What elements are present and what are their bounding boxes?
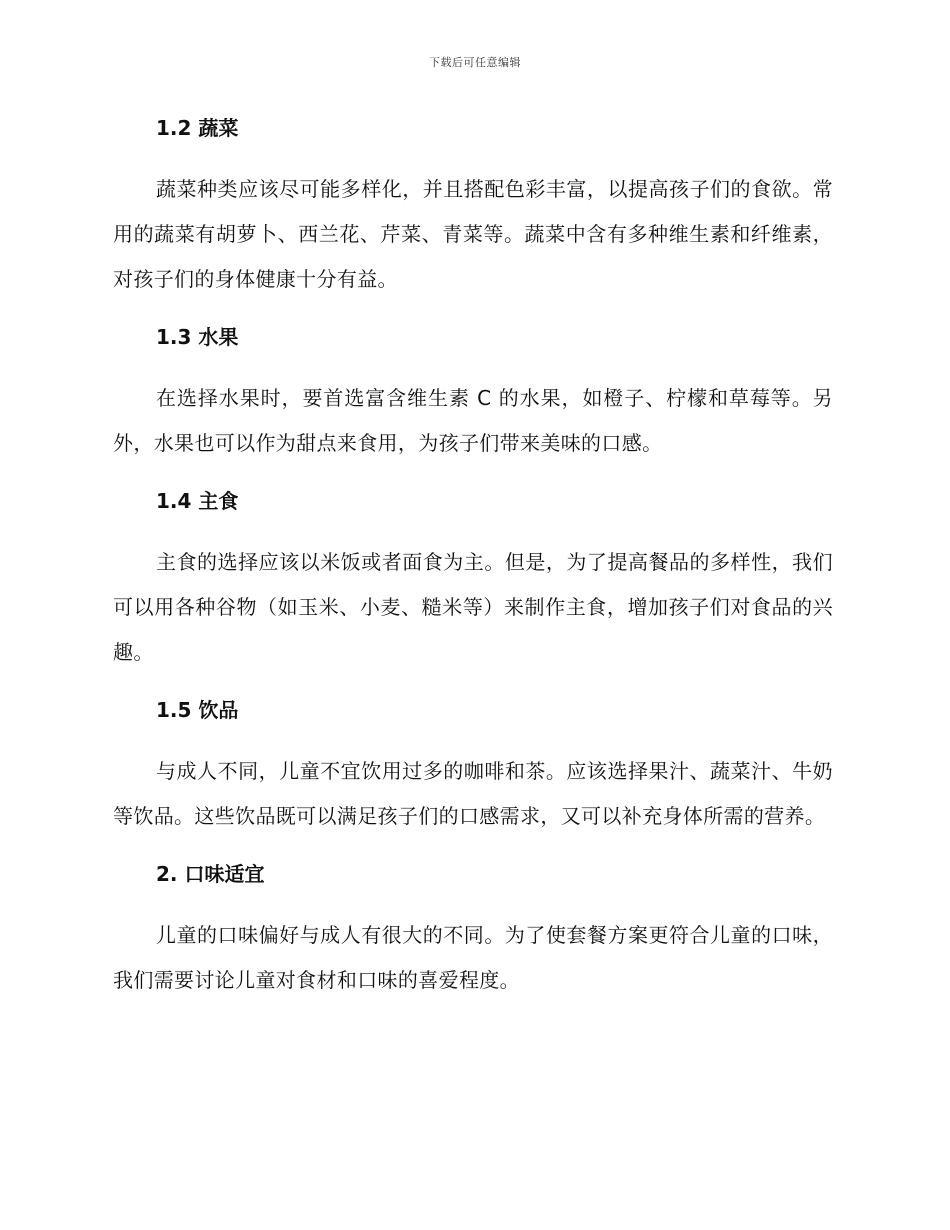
section-paragraph-taste: 儿童的口味偏好与成人有很大的不同。为了使套餐方案更符合儿童的口味，我们需要讨论儿童对食材和口味的喜爱程度。 — [113, 923, 833, 992]
section-paragraph-drinks: 与成人不同，儿童不宜饮用过多的咖啡和茶。应该选择果汁、蔬菜汁、牛奶等饮品。这些饮品既可以满足孩子们的口感需求，又可以补充身体所需的营养。 — [113, 759, 833, 828]
section-paragraph-fruit: 在选择水果时，要首选富含维生素 C 的水果，如橙子、柠檬和草莓等。另外，水果也可以作为甜点来食用，为孩子们带来美味的口感。 — [113, 386, 833, 455]
section-heading-vegetables: 1.2 蔬菜 — [156, 116, 239, 140]
section-heading-drinks: 1.5 饮品 — [156, 698, 239, 722]
section-paragraph-vegetables: 蔬菜种类应该尽可能多样化，并且搭配色彩丰富，以提高孩子们的食欲。常用的蔬菜有胡萝卜、西兰花、芹菜、青菜等。蔬菜中含有多种维生素和纤维素，对孩子们的身体健康十分有益。 — [113, 177, 833, 291]
section-paragraph-staple-food: 主食的选择应该以米饭或者面食为主。但是，为了提高餐品的多样性，我们可以用各种谷物（如玉米、小麦、糙米等）来制作主食，增加孩子们对食品的兴趣。 — [113, 550, 833, 664]
section-heading-fruit: 1.3 水果 — [156, 325, 239, 349]
document-body — [113, 112, 833, 1003]
section-heading-taste: 2. 口味适宜 — [156, 862, 265, 886]
page-header: 下载后可任意编辑 — [429, 56, 521, 69]
section-heading-staple-food: 1.4 主食 — [156, 489, 239, 513]
